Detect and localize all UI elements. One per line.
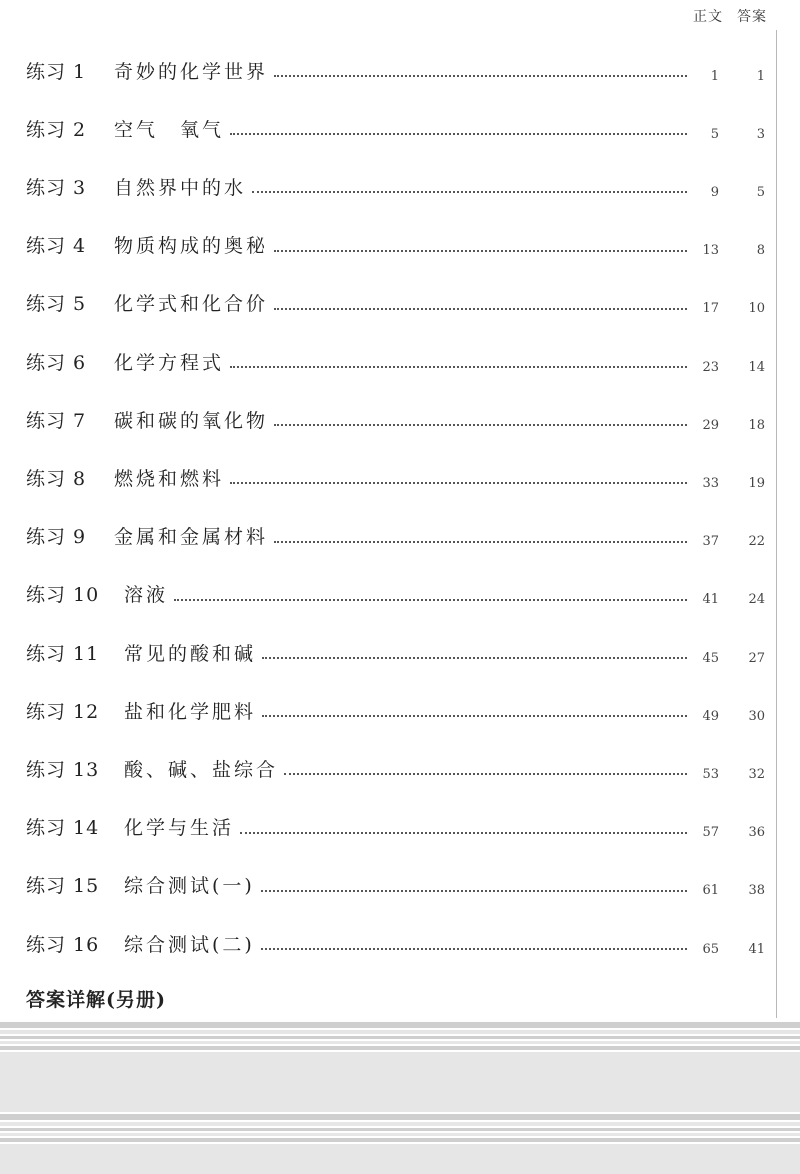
toc-entry-label: 练习 5 (26, 293, 87, 316)
toc-entry-answer-page: 8 (756, 243, 765, 259)
toc-entry-label: 练习 8 (26, 467, 87, 490)
toc-entry-title: 自然界中的水 (114, 176, 247, 199)
footer-band (0, 1022, 800, 1028)
toc-entry[interactable] (26, 750, 776, 786)
toc-entry-page: 49 (702, 708, 719, 724)
toc-entry-title: 化学式和化合价 (114, 293, 269, 316)
toc-entry-page: 13 (702, 243, 719, 259)
dot-leader (252, 191, 687, 193)
toc-entry[interactable] (26, 52, 776, 88)
toc-entry-title: 综合测试(一) (124, 875, 255, 898)
toc-entry-title: 化学与生活 (124, 817, 235, 840)
footer-band (0, 1128, 800, 1131)
toc-entry-page: 23 (702, 359, 719, 375)
dot-leader (274, 541, 687, 543)
footer-band (0, 1144, 800, 1174)
footer-band (0, 1046, 800, 1050)
toc-entry-answer-page: 41 (748, 941, 765, 957)
toc-entry-label: 练习 6 (26, 351, 87, 374)
toc-entry-answer-page: 38 (748, 883, 765, 899)
toc-entry-label: 练习 15 (26, 875, 100, 898)
dot-leader (174, 599, 687, 601)
footer-band (0, 1052, 800, 1112)
toc-entry-answer-page: 10 (748, 301, 765, 317)
toc-entry-answer-page: 3 (756, 126, 765, 142)
toc-entry-page: 57 (702, 825, 719, 841)
toc-entry-answer-page: 22 (748, 534, 765, 550)
footer-band (0, 1114, 800, 1120)
appendix-note: 答案详解(另册) (26, 989, 166, 1011)
toc-entry[interactable] (26, 867, 776, 903)
toc-entry[interactable] (26, 459, 776, 495)
toc-entry-page: 33 (702, 475, 719, 491)
toc-entry-page: 29 (702, 417, 719, 433)
footer-band (0, 1036, 800, 1039)
toc-entry-title: 金属和金属材料 (114, 526, 269, 549)
toc-entry-title: 物质构成的奥秘 (114, 235, 269, 258)
footer-band (0, 1030, 800, 1034)
column-header (693, 6, 793, 26)
footer-band (0, 1138, 800, 1142)
footer-decoration (0, 1022, 800, 1174)
toc-entry-page: 65 (702, 941, 719, 957)
toc-entry-label: 练习 1 (26, 60, 87, 83)
toc-entry-title: 盐和化学肥料 (124, 700, 257, 723)
toc-entry-title: 酸、碱、盐综合 (124, 758, 279, 781)
toc-entry-answer-page: 19 (748, 475, 765, 491)
toc-entry-title: 奇妙的化学世界 (114, 60, 269, 83)
toc-entry-label: 练习 14 (26, 817, 100, 840)
toc-entry[interactable] (26, 401, 776, 437)
toc-entry-label: 练习 3 (26, 176, 87, 199)
toc-entry-answer-page: 14 (748, 359, 765, 375)
toc-entry[interactable] (26, 634, 776, 670)
toc-entry-label: 练习 10 (26, 584, 100, 607)
toc-entry-page: 37 (702, 534, 719, 550)
dot-leader (262, 657, 687, 659)
dot-leader (262, 715, 687, 717)
toc-entry-title: 化学方程式 (114, 351, 225, 374)
column-header-text: 正文 (693, 9, 723, 25)
toc-entry-page: 5 (710, 126, 719, 142)
toc-entry-page: 53 (702, 766, 719, 782)
column-header-answer: 答案 (737, 9, 767, 25)
toc-entry-answer-page: 30 (748, 708, 765, 724)
toc-entry-title: 综合测试(二) (124, 933, 255, 956)
toc-entry[interactable] (26, 227, 776, 263)
toc-entry-title: 空气 氧气 (114, 118, 225, 141)
toc-entry[interactable] (26, 343, 776, 379)
toc-entry-answer-page: 1 (756, 68, 765, 84)
dot-leader (284, 773, 687, 775)
toc-entry[interactable] (26, 285, 776, 321)
toc-entry-label: 练习 16 (26, 933, 100, 956)
dot-leader (230, 366, 687, 368)
toc-entry-title: 碳和碳的氧化物 (114, 409, 269, 432)
toc-entry-label: 练习 11 (26, 642, 100, 665)
dot-leader (274, 424, 687, 426)
right-rule (776, 30, 777, 1018)
toc-entry[interactable] (26, 518, 776, 554)
dot-leader (240, 832, 687, 834)
toc-entry-page: 17 (702, 301, 719, 317)
toc-entry-page: 61 (702, 883, 719, 899)
dot-leader (274, 250, 687, 252)
footer-band (0, 1041, 800, 1044)
toc-entry[interactable] (26, 925, 776, 961)
toc-entry[interactable] (26, 809, 776, 845)
toc-entry-page: 41 (702, 592, 719, 608)
toc-entry-page: 1 (710, 68, 719, 84)
toc-entry-answer-page: 24 (748, 592, 765, 608)
dot-leader (261, 948, 687, 950)
toc-entry[interactable] (26, 168, 776, 204)
dot-leader (261, 890, 687, 892)
toc-entry-title: 燃烧和燃料 (114, 467, 225, 490)
toc-entry-answer-page: 27 (748, 650, 765, 666)
toc-entry-label: 练习 9 (26, 526, 87, 549)
toc-entry-answer-page: 18 (748, 417, 765, 433)
toc-entry-page: 45 (702, 650, 719, 666)
toc-entry[interactable] (26, 692, 776, 728)
toc-entry-label: 练习 7 (26, 409, 87, 432)
dot-leader (274, 75, 687, 77)
toc-entry-title: 溶液 (124, 584, 169, 607)
toc-entry-answer-page: 36 (748, 825, 765, 841)
dot-leader (274, 308, 687, 310)
toc-entry-answer-page: 32 (748, 766, 765, 782)
toc-entry-label: 练习 2 (26, 118, 87, 141)
toc-entry-page: 9 (710, 184, 719, 200)
toc-entry-label: 练习 4 (26, 235, 87, 258)
dot-leader (230, 133, 687, 135)
toc-entry[interactable] (26, 110, 776, 146)
toc-entry-answer-page: 5 (756, 184, 765, 200)
dot-leader (230, 482, 687, 484)
toc-entry-label: 练习 13 (26, 758, 100, 781)
toc-entry[interactable] (26, 576, 776, 612)
footer-band (0, 1122, 800, 1126)
toc-entry-title: 常见的酸和碱 (124, 642, 257, 665)
toc-entry-label: 练习 12 (26, 700, 100, 723)
footer-band (0, 1133, 800, 1136)
